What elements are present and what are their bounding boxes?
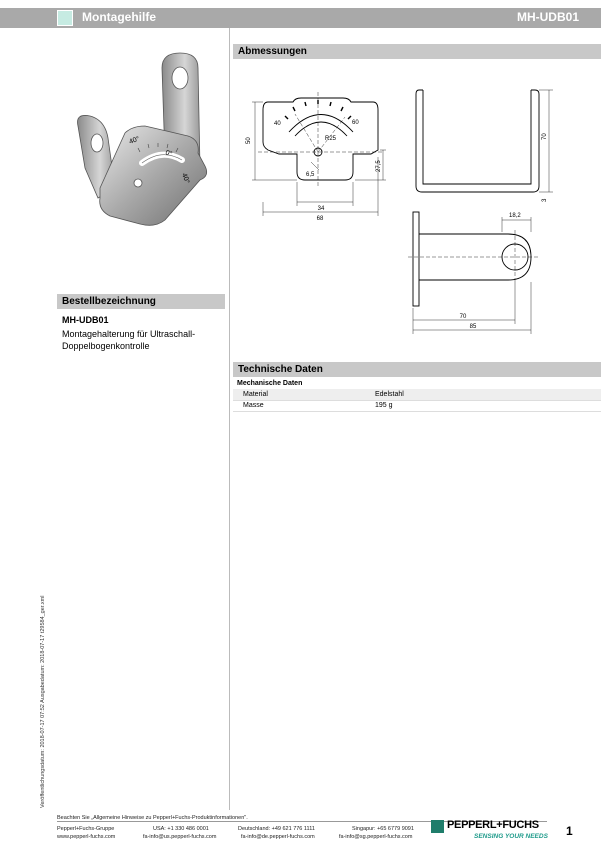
section-order: Bestellbezeichnung [57,294,225,309]
footer-de-phone: Deutschland: +49 621 776 1111 [238,826,315,832]
publication-info: Veröffentlichungsdatum: 2018-07-17 07:52 Ausgabedatum: 2018-07-17 t29584_ger.xml [40,595,46,808]
page-number: 1 [566,824,573,838]
tech-row-value: 195 g [375,402,393,409]
dim-85: 85 [469,324,477,330]
tech-row-label: Masse [243,402,264,409]
section-technical: Technische Daten [233,362,601,377]
dim-70-bottom: 70 [459,314,467,320]
section-dimensions: Abmessungen [233,44,601,59]
footer-note: Beachten Sie „Allgemeine Hinweise zu Pepperl+Fuchs-Produktinformationen". [57,815,248,821]
dim-r25: R25 [325,136,337,142]
brand-logo: PEPPERL+FUCHS [447,819,539,831]
dim-50: 50 [246,137,252,144]
dim-68: 68 [316,216,324,222]
photo-label-0: 0° [164,149,174,159]
page-header [0,8,601,28]
dim-60: 60 [352,120,359,126]
dimension-drawing [233,62,601,342]
order-code: MH-UDB01 [62,315,109,325]
logo-icon [431,820,444,833]
dim-70-side: 70 [542,133,548,140]
header-square-icon [57,10,73,26]
dim-3: 3 [542,198,548,202]
tech-group-mechanical: Mechanische Daten [237,380,303,387]
header-title: Montagehilfe [82,10,156,24]
brand-slogan: SENSING YOUR NEEDS [474,833,548,840]
footer-company: Pepperl+Fuchs-Gruppe [57,826,115,832]
column-divider [229,28,230,810]
tech-row-value: Edelstahl [375,391,404,398]
header-product-code: MH-UDB01 [516,10,579,24]
product-photo [70,48,220,233]
dim-40: 40 [274,121,281,127]
order-description-1: Montagehalterung für Ultraschall- [62,329,196,339]
dim-6-5: 6,5 [306,172,315,178]
photo-label-40-left: 40° [128,135,141,146]
photo-label-40-right: 40° [180,172,191,185]
dim-27-5: 27,5 [376,160,382,172]
order-description-2: Doppelbogenkontrolle [62,341,150,351]
footer-usa-phone: USA: +1 330 486 0001 [153,826,209,832]
footer-usa-mail[interactable]: fa-info@us.pepperl-fuchs.com [143,834,217,840]
footer-sg-mail[interactable]: fa-info@sg.pepperl-fuchs.com [339,834,413,840]
dim-18-2: 18,2 [509,213,521,219]
footer-de-mail[interactable]: fa-info@de.pepperl-fuchs.com [241,834,315,840]
dim-34: 34 [317,206,325,212]
tech-row [233,400,601,412]
tech-row-label: Material [243,391,268,398]
footer-website[interactable]: www.pepperl-fuchs.com [57,834,116,840]
footer-sg-phone: Singapur: +65 6779 9091 [352,826,414,832]
